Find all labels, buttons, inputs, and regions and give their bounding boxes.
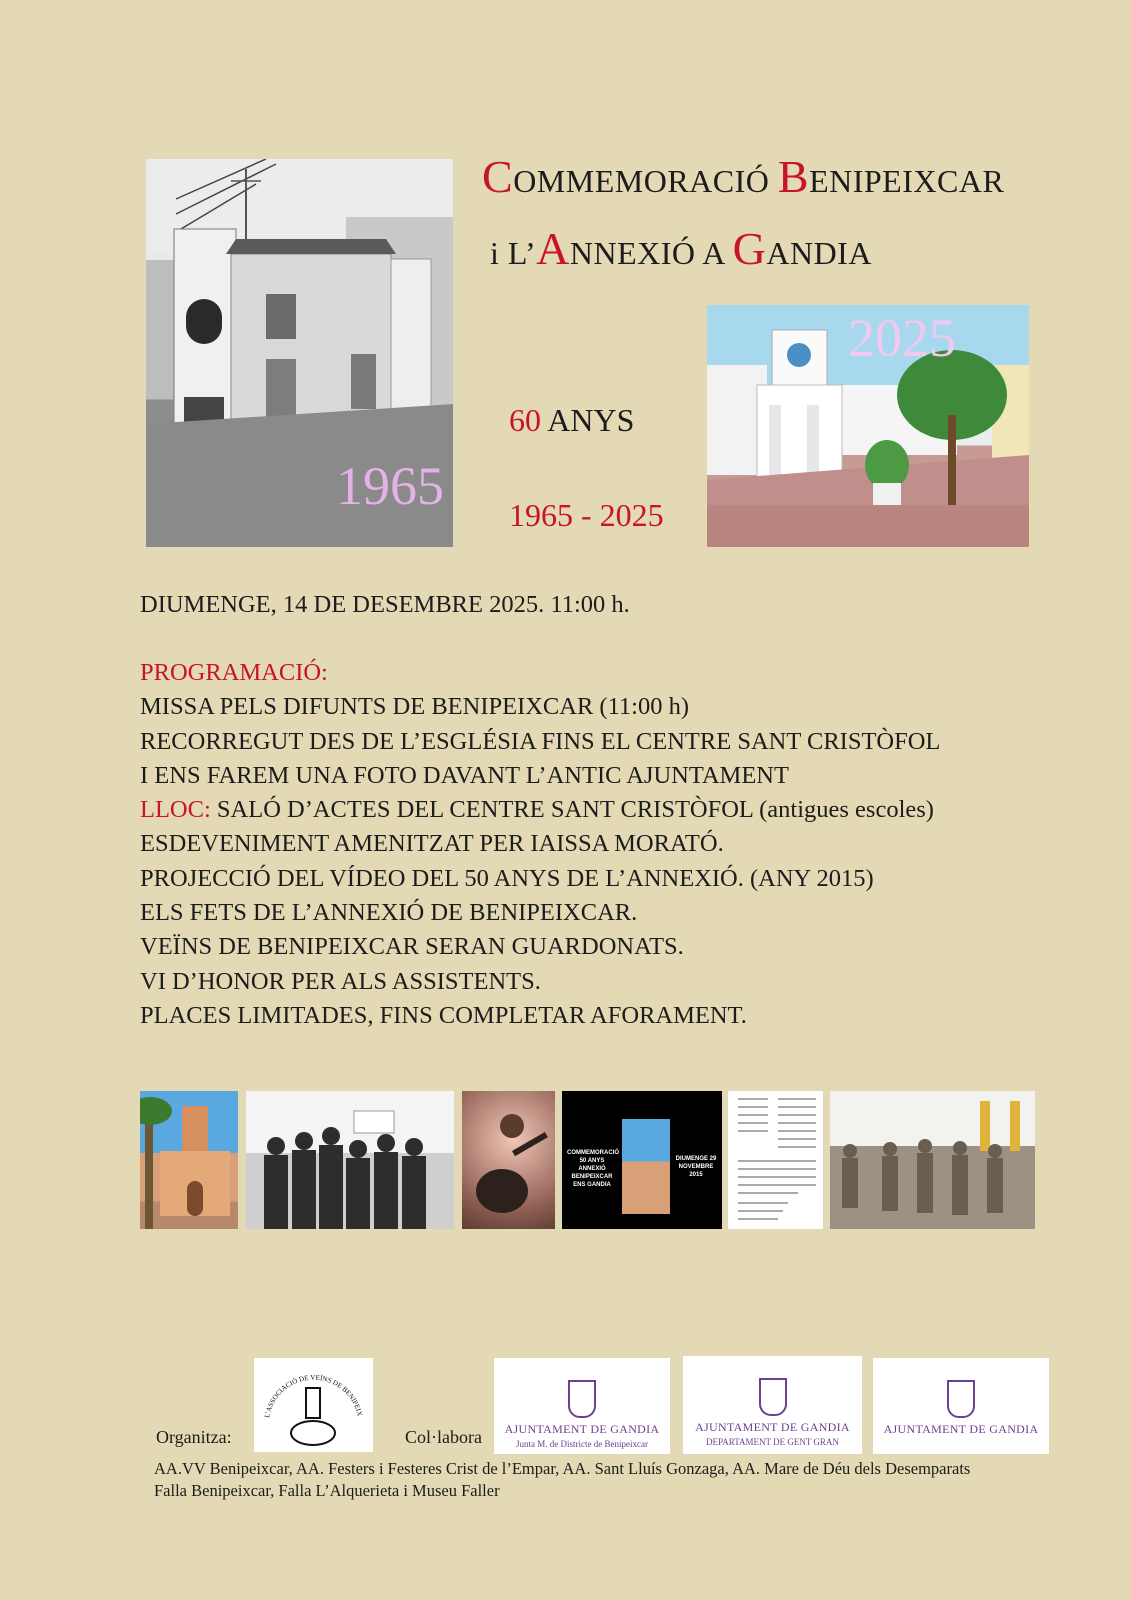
gandia-crest-icon bbox=[568, 1380, 596, 1418]
anniversary-range: 1965 - 2025 bbox=[509, 497, 664, 533]
logo-name: AJUNTAMENT DE GANDIA bbox=[695, 1420, 850, 1434]
programme-line: RECORREGUT DES DE L’ESGLÉSIA FINS EL CENTRE SANT CRISTÒFOL bbox=[140, 727, 941, 755]
ajuntament-gandia-logo-1 bbox=[494, 1358, 670, 1454]
association-logo-illustration bbox=[254, 1358, 373, 1452]
collaborators-label: Col·labora bbox=[405, 1427, 482, 1447]
programme-line: MISSA PELS DIFUNTS DE BENIPEIXCAR (11:00 h) bbox=[140, 693, 690, 721]
poster-left-text: COMMEMORACIÓ 50 ANYS ANNEXIÓ BENIPEIXCAR ENS GANDIA bbox=[567, 1150, 619, 1188]
association-logo-text: L’ASSOCIACIÓ DE VEÏNS DE BENIPEIX bbox=[263, 1373, 364, 1419]
event-date: DIUMENGE, 14 DE DESEMBRE 2025. 11:00 h. bbox=[140, 591, 630, 618]
logo-sub: Junta M. de Districte de Benipeixcar bbox=[516, 1439, 648, 1449]
audience-illustration bbox=[830, 1091, 1035, 1229]
programme-line: PROJECCIÓ DEL VÍDEO DEL 50 ANYS DE L’ANNEXIÓ. (ANY 2015) bbox=[140, 864, 874, 892]
title-initial-a: A bbox=[536, 223, 570, 274]
guitar-icon bbox=[462, 1091, 555, 1229]
logo-name: AJUNTAMENT DE GANDIA bbox=[883, 1422, 1039, 1436]
year-label-2025: 2025 bbox=[848, 308, 956, 368]
title-initial-c: C bbox=[482, 151, 514, 202]
programme-line: VI D’HONOR PER ALS ASSISTENTS. bbox=[140, 967, 541, 995]
anniversary-anys: ANYS bbox=[541, 402, 635, 438]
title-word-il: i L’ bbox=[490, 235, 537, 271]
programme-line: ELS FETS DE L’ANNEXIÓ DE BENIPEIXCAR. bbox=[140, 899, 638, 927]
logo-name: AJUNTAMENT DE GANDIA bbox=[504, 1422, 660, 1436]
church-illustration bbox=[140, 1091, 238, 1229]
title-line-2 bbox=[490, 222, 872, 275]
programme-line: PLACES LIMITADES, FINS COMPLETAR AFORAMENT. bbox=[140, 1001, 747, 1029]
title-word-commemoracio: OMMEMORACIÓ bbox=[513, 163, 778, 199]
year-label-1965: 1965 bbox=[336, 456, 444, 516]
programme-heading: PROGRAMACIÓ: bbox=[140, 659, 328, 686]
gallery-poster-2015 bbox=[562, 1091, 722, 1229]
new-photo-2025 bbox=[707, 305, 1029, 547]
footer-collaborators-line-1: AA.VV Benipeixcar, AA. Festers i Festeres Crist de l’Empar, AA. Sant Lluís Gonzaga, AA. Mare de Déu dels Desemparats bbox=[154, 1459, 971, 1478]
old-photo-1965 bbox=[146, 159, 453, 547]
gandia-crest-icon bbox=[759, 1378, 787, 1416]
anniversary-number: 60 bbox=[509, 402, 541, 438]
logo-sub: DEPARTAMENT DE GENT GRAN bbox=[706, 1437, 839, 1447]
title-word-gandia: ANDIA bbox=[766, 235, 872, 271]
venue-label: LLOC: bbox=[140, 796, 211, 824]
gallery-document bbox=[728, 1091, 823, 1229]
ajuntament-gandia-logo-3 bbox=[873, 1358, 1049, 1454]
gallery-photo-group bbox=[246, 1091, 454, 1229]
programme-line: VEÏNS DE BENIPEIXCAR SERAN GUARDONATS. bbox=[140, 933, 684, 961]
document-lines-illustration bbox=[728, 1091, 823, 1229]
group-illustration bbox=[246, 1091, 454, 1229]
title-initial-b: B bbox=[777, 151, 810, 202]
gallery-photo-church bbox=[140, 1091, 238, 1229]
poster-photo bbox=[622, 1119, 670, 1214]
programme-line: ESDEVENIMENT AMENITZAT PER IAISSA MORATÓ. bbox=[140, 830, 724, 858]
title-line-1 bbox=[482, 150, 1004, 203]
gandia-crest-icon bbox=[947, 1380, 975, 1418]
poster-right-text: DIUMENGE 29 NOVEMBRE 2015 bbox=[675, 1156, 717, 1178]
title-word-benipeixcar: ENIPEIXCAR bbox=[809, 163, 1005, 199]
programme-line: I ENS FAREM UNA FOTO DAVANT L’ANTIC AJUNTAMENT bbox=[140, 761, 789, 789]
programme bbox=[140, 656, 940, 1033]
venue-text: SALÓ D’ACTES DEL CENTRE SANT CRISTÒFOL (antigues escoles) bbox=[210, 796, 934, 824]
neighbours-association-logo bbox=[254, 1358, 373, 1452]
title-word-annexio: NNEXIÓ A bbox=[569, 235, 733, 271]
gallery-photo-audience bbox=[830, 1091, 1035, 1229]
ajuntament-gandia-logo-2 bbox=[683, 1356, 862, 1454]
title-initial-g: G bbox=[732, 223, 767, 274]
organiser-label: Organitza: bbox=[156, 1427, 232, 1447]
gallery-photo-singer bbox=[462, 1091, 555, 1229]
footer-collaborators-line-2: Falla Benipeixcar, Falla L’Alquerieta i Museu Faller bbox=[154, 1481, 500, 1500]
programme-line-venue bbox=[140, 793, 940, 827]
anniversary-label bbox=[509, 402, 634, 439]
